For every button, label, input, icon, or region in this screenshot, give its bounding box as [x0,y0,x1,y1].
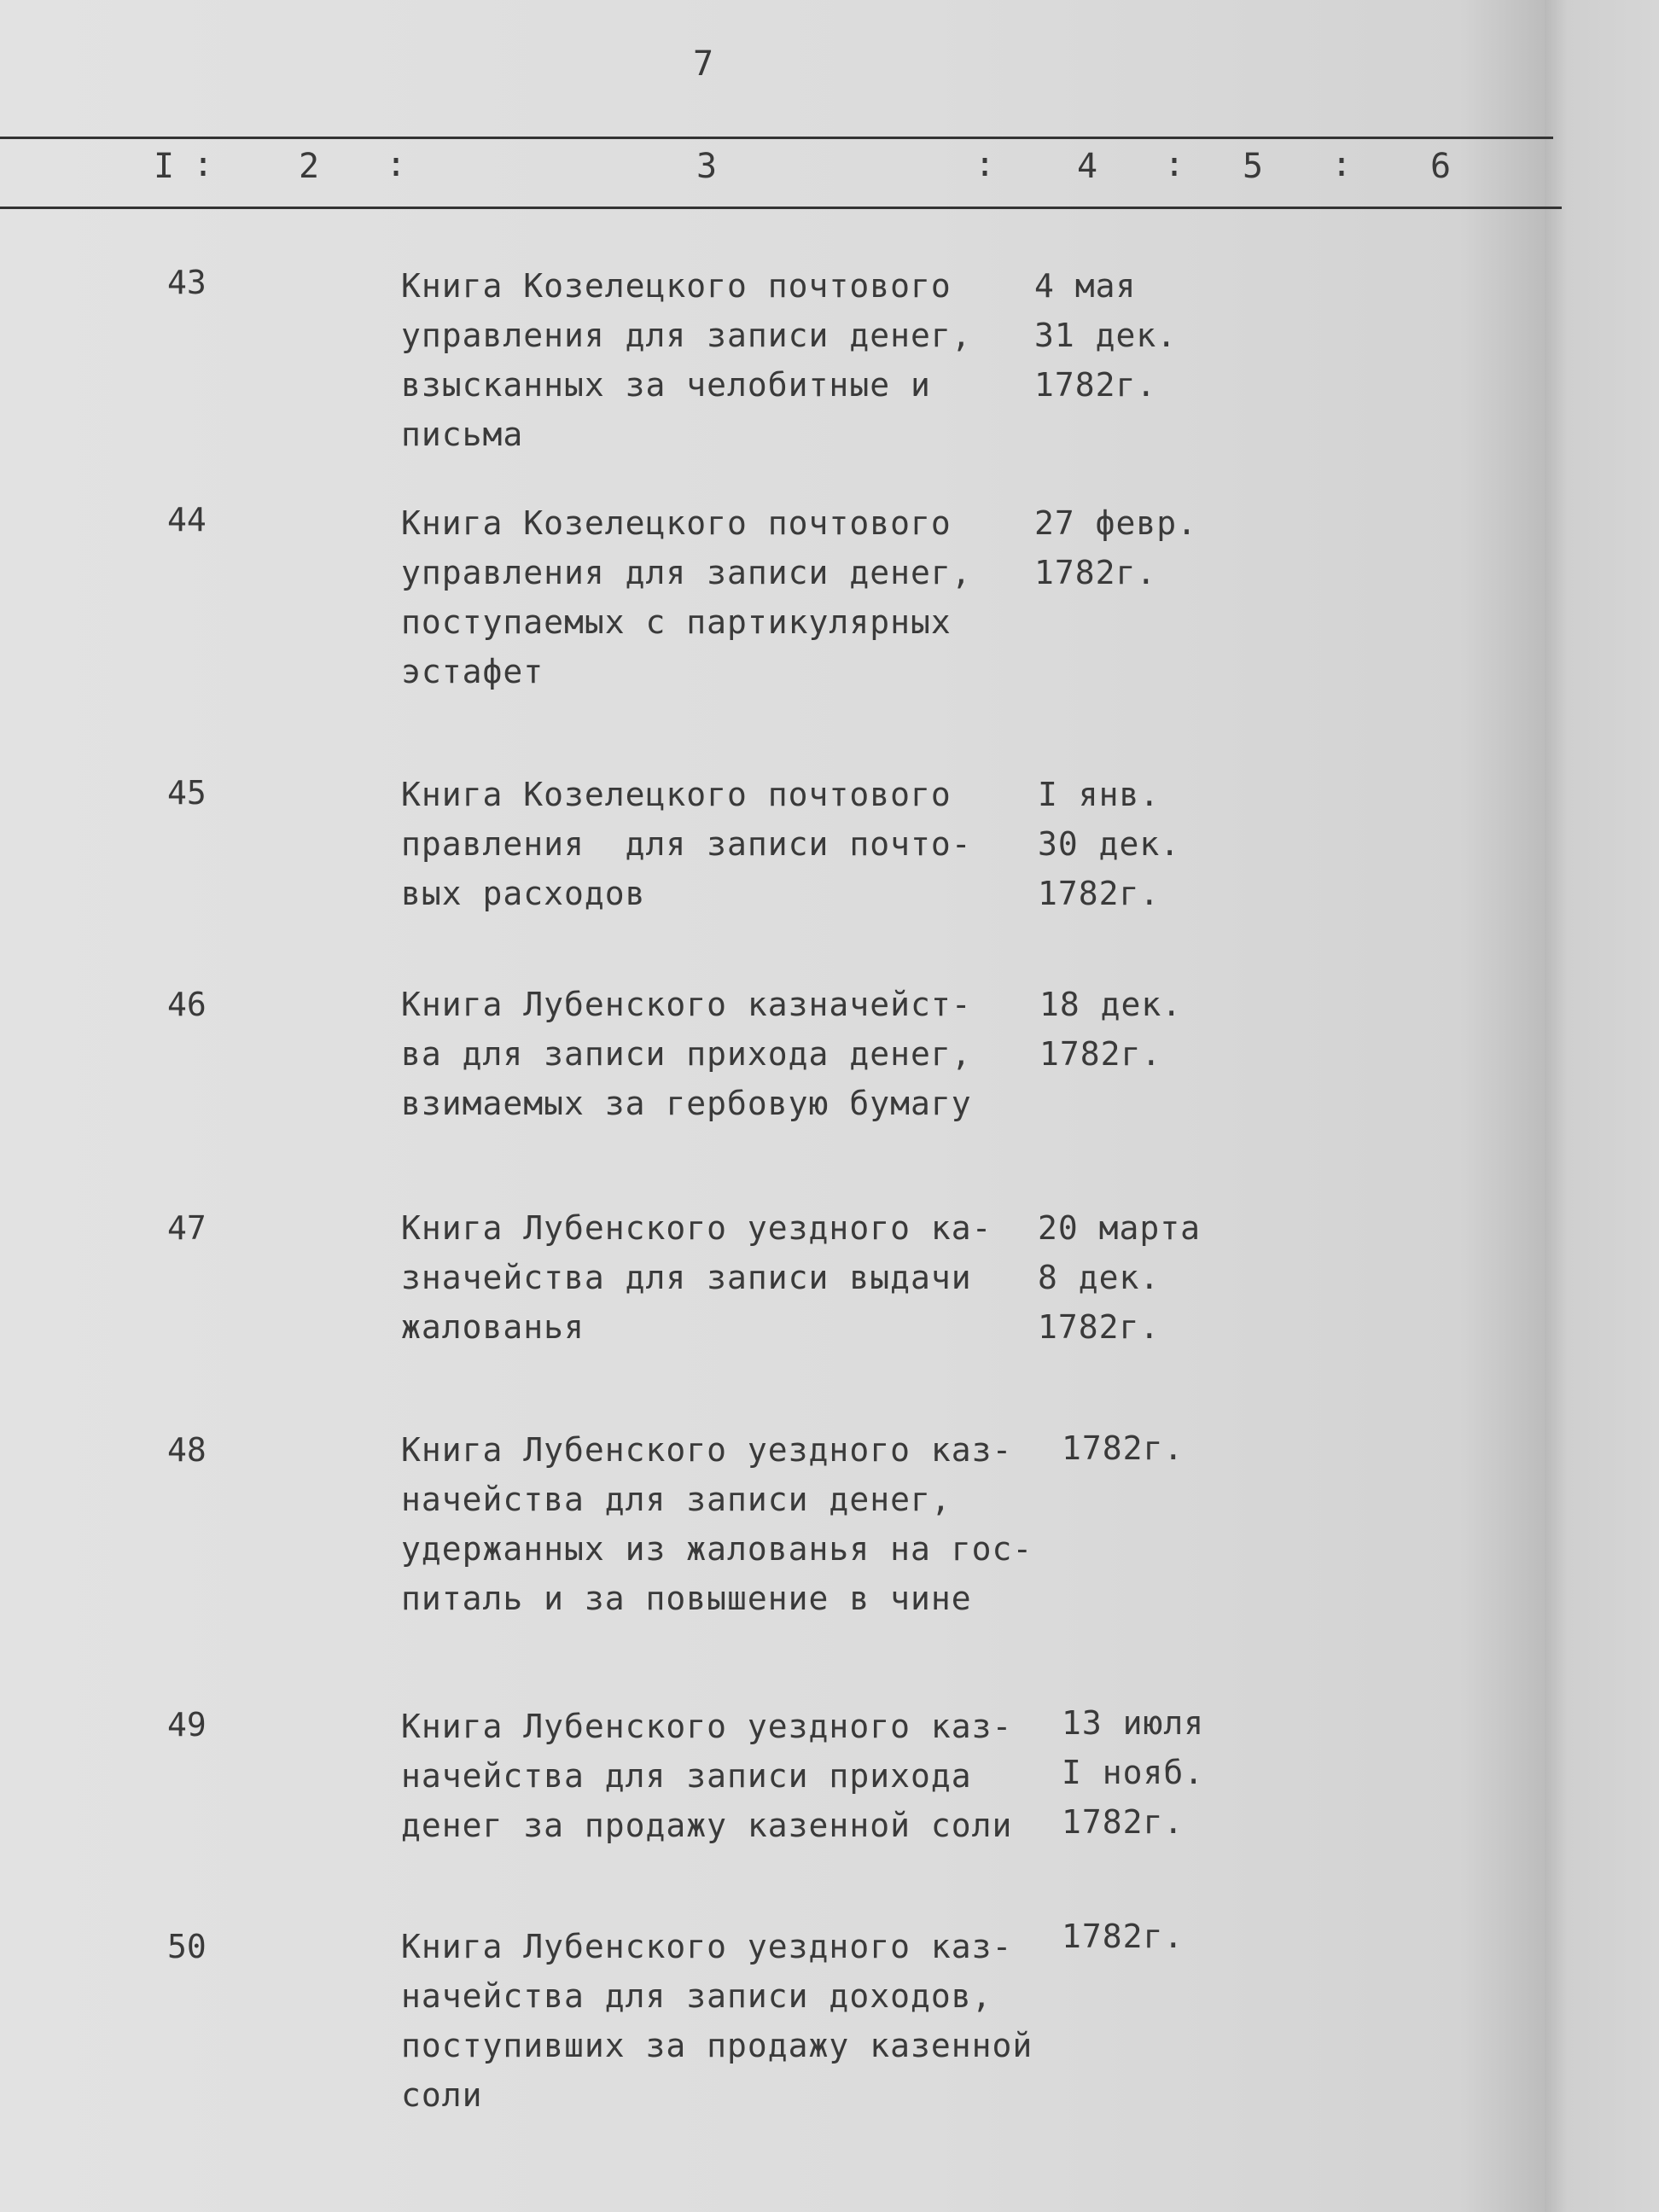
title-line: жалованья [401,1308,585,1346]
entry-title [401,1425,1067,1623]
entry-title [401,770,1067,918]
date-line: 27 февр. [1034,504,1198,542]
date-line: 1782г. [1034,554,1157,591]
entry-title [401,980,1067,1128]
date-line: I янв. [1038,776,1161,813]
title-line: правления для записи почто- [401,825,972,863]
title-line: начейства для записи доходов, [401,1977,992,2015]
title-line: денег за продажу казенной соли [401,1807,1013,1844]
entry-number: 46 [167,986,207,1023]
title-line: Книга Козелецкого почтового [401,504,952,542]
title-line: вых расходов [401,875,646,912]
entry-title [401,261,1067,459]
title-line: Книга Лубенского уездного каз- [401,1431,1013,1469]
entry-number: 44 [167,501,207,538]
entry-date [1038,1203,1243,1352]
date-line: 13 июля [1062,1704,1205,1742]
title-line: значейства для записи выдачи [401,1259,972,1296]
date-line: 1782г. [1062,1429,1185,1467]
entry-title [401,1702,1067,1850]
date-line: 8 дек. [1038,1259,1161,1296]
page-edge-shadow [1545,0,1659,2212]
title-line: начейства для записи денег, [401,1481,952,1518]
date-line: I нояб. [1062,1754,1205,1791]
column-separator: : [1331,145,1353,184]
entry-date [1039,980,1244,1079]
header-rule-bottom [0,207,1562,209]
page-number: 7 [693,44,714,84]
title-line: ва для записи прихода денег, [401,1035,972,1073]
date-line: 1782г. [1062,1918,1185,1955]
column-separator: : [193,145,214,184]
entry-title [401,1922,1067,2120]
column-header-5: 5 [1243,147,1264,186]
title-line: письма [401,416,524,453]
title-line: Книга Лубенского уездного ка- [401,1209,992,1247]
entry-date [1062,1423,1266,1473]
title-line: поступаемых с партикулярных [401,603,952,641]
entry-date [1034,498,1239,597]
title-line: удержанных из жалованья на гос- [401,1530,1033,1568]
title-line: взимаемых за гербовую бумагу [401,1085,972,1122]
title-line: соли [401,2076,483,2114]
title-line: взысканных за челобитные и [401,366,931,404]
title-line: Книга Лубенского казначейст- [401,986,972,1023]
date-line: 1782г. [1038,1308,1161,1346]
entry-number: 49 [167,1706,207,1743]
entry-number: 50 [167,1928,207,1965]
entry-date [1034,261,1239,410]
title-line: Книга Лубенского уездного каз- [401,1928,1013,1965]
column-separator: : [1164,145,1185,184]
date-line: 1782г. [1038,875,1161,912]
entry-number: 45 [167,774,207,812]
title-line: эстафет [401,653,544,690]
entry-number: 48 [167,1431,207,1469]
header-rule-top [0,137,1553,139]
title-line: Книга Козелецкого почтового [401,776,952,813]
column-header-2: 2 [299,147,320,186]
column-separator: : [386,145,407,184]
title-line: питаль и за повышение в чине [401,1580,972,1617]
entry-date [1038,770,1243,918]
column-separator: : [975,145,996,184]
title-line: Книга Лубенского уездного каз- [401,1708,1013,1745]
date-line: 18 дек. [1039,986,1183,1023]
entry-number: 47 [167,1209,207,1247]
column-header-3: 3 [696,147,718,186]
title-line: начейства для записи прихода [401,1757,972,1795]
entry-date [1062,1912,1266,1961]
date-line: 4 мая [1034,267,1137,305]
entry-number: 43 [167,264,207,301]
date-line: 1782г. [1034,366,1157,404]
title-line: управления для записи денег, [401,554,972,591]
entry-title [401,498,1067,696]
date-line: 31 дек. [1034,317,1178,354]
date-line: 20 марта [1038,1209,1202,1247]
date-line: 1782г. [1039,1035,1162,1073]
date-line: 30 дек. [1038,825,1181,863]
column-header-6: 6 [1430,147,1452,186]
title-line: Книга Козелецкого почтового [401,267,952,305]
title-line: поступивших за продажу казенной [401,2027,1033,2064]
date-line: 1782г. [1062,1803,1185,1841]
column-header-1: I [154,147,175,186]
entry-date [1062,1698,1266,1847]
entry-title [401,1203,1067,1352]
title-line: управления для записи денег, [401,317,972,354]
column-header-4: 4 [1077,147,1098,186]
